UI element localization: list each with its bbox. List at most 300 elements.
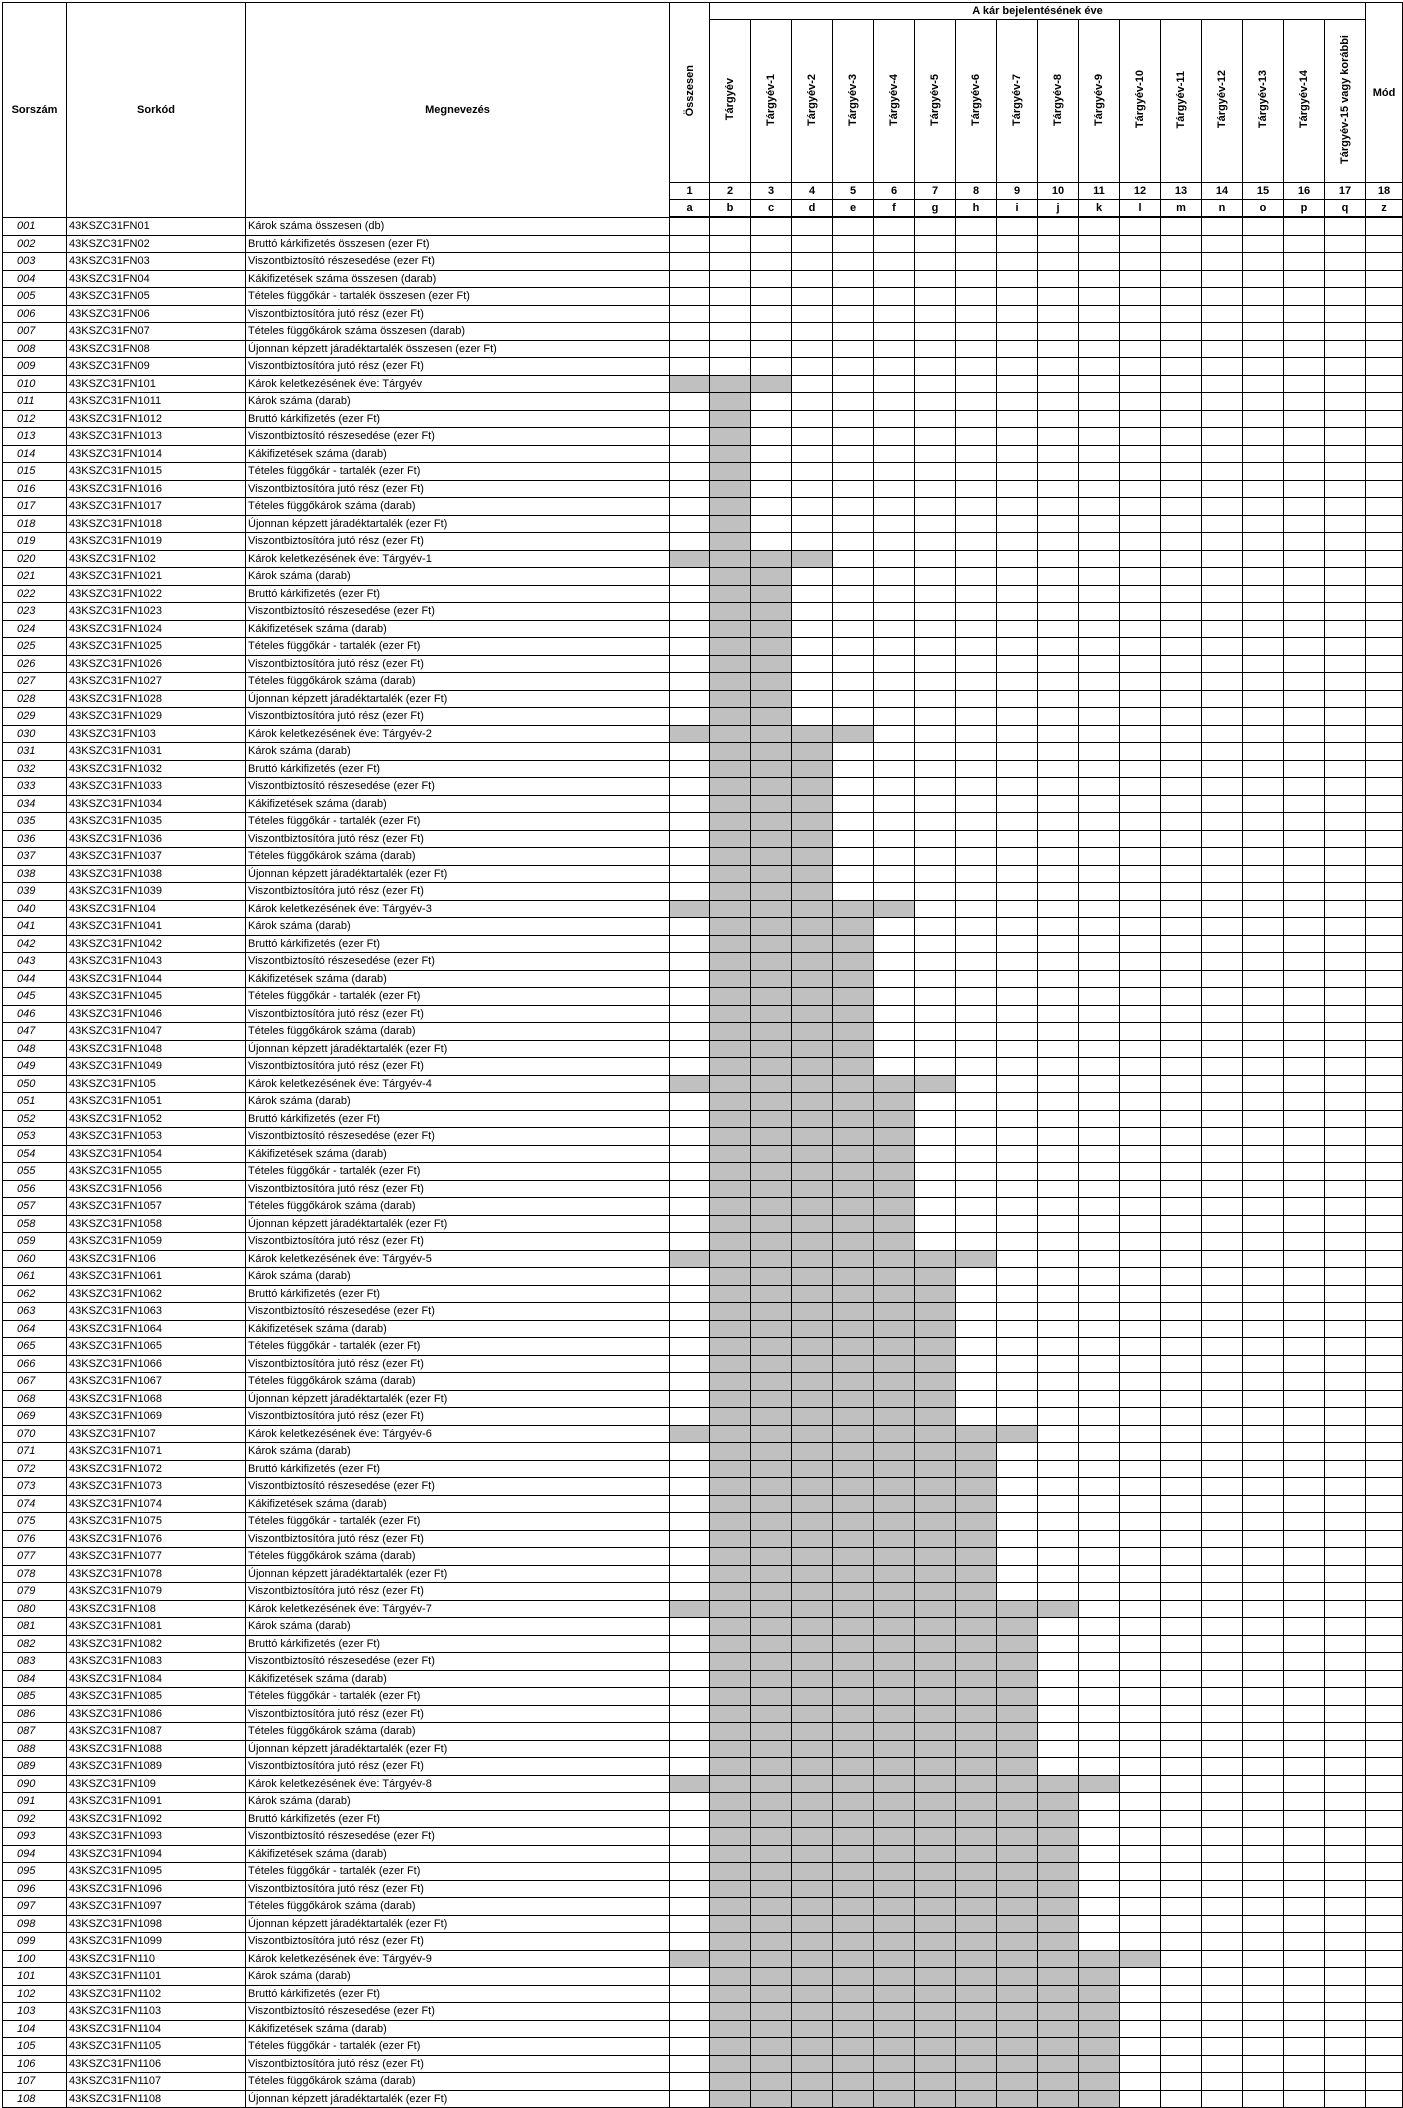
input-cell[interactable] [997, 1320, 1038, 1338]
input-cell[interactable] [670, 1810, 710, 1828]
input-cell[interactable] [1038, 935, 1079, 953]
input-cell[interactable] [874, 375, 915, 393]
input-cell[interactable] [833, 480, 874, 498]
input-cell[interactable] [1161, 970, 1202, 988]
input-cell[interactable] [1079, 865, 1120, 883]
input-cell[interactable] [1325, 1373, 1366, 1391]
input-cell[interactable] [1243, 1583, 1284, 1601]
input-cell[interactable] [751, 235, 792, 253]
input-cell[interactable] [1325, 778, 1366, 796]
input-cell[interactable] [1079, 1635, 1120, 1653]
input-cell[interactable] [997, 1355, 1038, 1373]
input-cell[interactable] [997, 1128, 1038, 1146]
input-cell[interactable] [1038, 1320, 1079, 1338]
input-cell[interactable] [997, 1390, 1038, 1408]
input-cell[interactable] [670, 1933, 710, 1951]
input-cell[interactable] [1079, 1530, 1120, 1548]
input-cell[interactable] [1038, 1268, 1079, 1286]
input-cell[interactable] [1038, 708, 1079, 726]
input-cell[interactable] [792, 217, 833, 235]
input-cell[interactable] [670, 515, 710, 533]
input-cell[interactable] [670, 428, 710, 446]
input-cell[interactable] [1079, 480, 1120, 498]
input-cell[interactable] [670, 1635, 710, 1653]
input-cell[interactable] [1284, 253, 1325, 271]
input-cell[interactable] [1325, 568, 1366, 586]
input-cell[interactable] [1161, 1408, 1202, 1426]
input-cell[interactable] [1243, 638, 1284, 656]
input-cell[interactable] [1366, 1688, 1403, 1706]
input-cell[interactable] [1120, 1040, 1161, 1058]
input-cell[interactable] [1038, 1530, 1079, 1548]
input-cell[interactable] [1120, 2020, 1161, 2038]
input-cell[interactable] [1284, 533, 1325, 551]
input-cell[interactable] [874, 708, 915, 726]
input-cell[interactable] [1284, 1408, 1325, 1426]
input-cell[interactable] [1120, 2073, 1161, 2091]
input-cell[interactable] [1120, 393, 1161, 411]
input-cell[interactable] [956, 1408, 997, 1426]
input-cell[interactable] [1325, 900, 1366, 918]
input-cell[interactable] [997, 445, 1038, 463]
input-cell[interactable] [1243, 1513, 1284, 1531]
input-cell[interactable] [1120, 1985, 1161, 2003]
input-cell[interactable] [1366, 655, 1403, 673]
input-cell[interactable] [1038, 1688, 1079, 1706]
input-cell[interactable] [1325, 1145, 1366, 1163]
input-cell[interactable] [1161, 1688, 1202, 1706]
input-cell[interactable] [1366, 1793, 1403, 1811]
input-cell[interactable] [915, 778, 956, 796]
input-cell[interactable] [1161, 1145, 1202, 1163]
input-cell[interactable] [1161, 217, 1202, 235]
input-cell[interactable] [915, 393, 956, 411]
input-cell[interactable] [1366, 848, 1403, 866]
input-cell[interactable] [1161, 1040, 1202, 1058]
input-cell[interactable] [1366, 1390, 1403, 1408]
input-cell[interactable] [1079, 1863, 1120, 1881]
input-cell[interactable] [670, 1863, 710, 1881]
input-cell[interactable] [997, 393, 1038, 411]
input-cell[interactable] [915, 550, 956, 568]
input-cell[interactable] [1284, 830, 1325, 848]
input-cell[interactable] [670, 1530, 710, 1548]
input-cell[interactable] [1202, 305, 1243, 323]
input-cell[interactable] [874, 673, 915, 691]
input-cell[interactable] [1038, 1303, 1079, 1321]
input-cell[interactable] [1366, 358, 1403, 376]
input-cell[interactable] [915, 305, 956, 323]
input-cell[interactable] [1120, 1775, 1161, 1793]
input-cell[interactable] [1366, 533, 1403, 551]
input-cell[interactable] [1161, 1373, 1202, 1391]
input-cell[interactable] [1284, 393, 1325, 411]
input-cell[interactable] [1120, 1740, 1161, 1758]
input-cell[interactable] [1161, 1933, 1202, 1951]
input-cell[interactable] [1079, 883, 1120, 901]
input-cell[interactable] [792, 655, 833, 673]
input-cell[interactable] [956, 1285, 997, 1303]
input-cell[interactable] [1366, 1933, 1403, 1951]
input-cell[interactable] [1161, 708, 1202, 726]
input-cell[interactable] [1120, 1390, 1161, 1408]
input-cell[interactable] [915, 463, 956, 481]
input-cell[interactable] [1161, 533, 1202, 551]
input-cell[interactable] [1079, 323, 1120, 341]
input-cell[interactable] [1079, 743, 1120, 761]
input-cell[interactable] [956, 358, 997, 376]
input-cell[interactable] [1366, 988, 1403, 1006]
input-cell[interactable] [1202, 655, 1243, 673]
input-cell[interactable] [874, 953, 915, 971]
input-cell[interactable] [915, 620, 956, 638]
input-cell[interactable] [1284, 410, 1325, 428]
input-cell[interactable] [1038, 375, 1079, 393]
input-cell[interactable] [1202, 515, 1243, 533]
input-cell[interactable] [1202, 1425, 1243, 1443]
input-cell[interactable] [1325, 1653, 1366, 1671]
input-cell[interactable] [1161, 1093, 1202, 1111]
input-cell[interactable] [956, 445, 997, 463]
input-cell[interactable] [1243, 1880, 1284, 1898]
input-cell[interactable] [1366, 953, 1403, 971]
input-cell[interactable] [1202, 270, 1243, 288]
input-cell[interactable] [1284, 323, 1325, 341]
input-cell[interactable] [1243, 217, 1284, 235]
input-cell[interactable] [997, 865, 1038, 883]
input-cell[interactable] [874, 830, 915, 848]
input-cell[interactable] [1161, 988, 1202, 1006]
input-cell[interactable] [1038, 1355, 1079, 1373]
input-cell[interactable] [1366, 830, 1403, 848]
input-cell[interactable] [997, 1075, 1038, 1093]
input-cell[interactable] [1325, 585, 1366, 603]
input-cell[interactable] [997, 1040, 1038, 1058]
input-cell[interactable] [1284, 1618, 1325, 1636]
input-cell[interactable] [1079, 603, 1120, 621]
input-cell[interactable] [1243, 690, 1284, 708]
input-cell[interactable] [670, 1740, 710, 1758]
input-cell[interactable] [1366, 760, 1403, 778]
input-cell[interactable] [915, 288, 956, 306]
input-cell[interactable] [1366, 1600, 1403, 1618]
input-cell[interactable] [1038, 253, 1079, 271]
input-cell[interactable] [1325, 848, 1366, 866]
input-cell[interactable] [1243, 778, 1284, 796]
input-cell[interactable] [670, 655, 710, 673]
input-cell[interactable] [997, 550, 1038, 568]
input-cell[interactable] [710, 235, 751, 253]
input-cell[interactable] [670, 1390, 710, 1408]
input-cell[interactable] [1079, 1198, 1120, 1216]
input-cell[interactable] [1038, 883, 1079, 901]
input-cell[interactable] [1366, 1530, 1403, 1548]
input-cell[interactable] [1243, 1530, 1284, 1548]
input-cell[interactable] [833, 463, 874, 481]
input-cell[interactable] [1243, 533, 1284, 551]
input-cell[interactable] [1079, 1565, 1120, 1583]
input-cell[interactable] [1202, 1408, 1243, 1426]
input-cell[interactable] [833, 655, 874, 673]
input-cell[interactable] [997, 1460, 1038, 1478]
input-cell[interactable] [1202, 1093, 1243, 1111]
input-cell[interactable] [1079, 428, 1120, 446]
input-cell[interactable] [1202, 1723, 1243, 1741]
input-cell[interactable] [1243, 393, 1284, 411]
input-cell[interactable] [1079, 410, 1120, 428]
input-cell[interactable] [956, 1355, 997, 1373]
input-cell[interactable] [997, 463, 1038, 481]
input-cell[interactable] [1038, 603, 1079, 621]
input-cell[interactable] [1161, 270, 1202, 288]
input-cell[interactable] [833, 585, 874, 603]
input-cell[interactable] [1161, 760, 1202, 778]
input-cell[interactable] [997, 1215, 1038, 1233]
input-cell[interactable] [874, 515, 915, 533]
input-cell[interactable] [1366, 1320, 1403, 1338]
input-cell[interactable] [1284, 935, 1325, 953]
input-cell[interactable] [1284, 1128, 1325, 1146]
input-cell[interactable] [1243, 2090, 1284, 2108]
input-cell[interactable] [1284, 620, 1325, 638]
input-cell[interactable] [1284, 953, 1325, 971]
input-cell[interactable] [1366, 725, 1403, 743]
input-cell[interactable] [1243, 1950, 1284, 1968]
input-cell[interactable] [997, 1023, 1038, 1041]
input-cell[interactable] [833, 323, 874, 341]
input-cell[interactable] [1366, 1478, 1403, 1496]
input-cell[interactable] [670, 1618, 710, 1636]
input-cell[interactable] [956, 1093, 997, 1111]
input-cell[interactable] [1243, 305, 1284, 323]
input-cell[interactable] [1120, 708, 1161, 726]
input-cell[interactable] [1243, 2038, 1284, 2056]
input-cell[interactable] [1079, 953, 1120, 971]
input-cell[interactable] [1325, 217, 1366, 235]
input-cell[interactable] [997, 1285, 1038, 1303]
input-cell[interactable] [670, 1478, 710, 1496]
input-cell[interactable] [1202, 1390, 1243, 1408]
input-cell[interactable] [1202, 568, 1243, 586]
input-cell[interactable] [874, 620, 915, 638]
input-cell[interactable] [1120, 690, 1161, 708]
input-cell[interactable] [1079, 1040, 1120, 1058]
input-cell[interactable] [1120, 1128, 1161, 1146]
input-cell[interactable] [997, 585, 1038, 603]
input-cell[interactable] [915, 813, 956, 831]
input-cell[interactable] [1284, 288, 1325, 306]
input-cell[interactable] [1079, 358, 1120, 376]
input-cell[interactable] [1325, 743, 1366, 761]
input-cell[interactable] [1366, 620, 1403, 638]
input-cell[interactable] [1284, 340, 1325, 358]
input-cell[interactable] [1202, 533, 1243, 551]
input-cell[interactable] [915, 900, 956, 918]
input-cell[interactable] [956, 638, 997, 656]
input-cell[interactable] [874, 323, 915, 341]
input-cell[interactable] [1120, 358, 1161, 376]
input-cell[interactable] [956, 1373, 997, 1391]
input-cell[interactable] [997, 1163, 1038, 1181]
input-cell[interactable] [1079, 1723, 1120, 1741]
input-cell[interactable] [1243, 1968, 1284, 1986]
input-cell[interactable] [915, 568, 956, 586]
input-cell[interactable] [956, 1075, 997, 1093]
input-cell[interactable] [1243, 358, 1284, 376]
input-cell[interactable] [1161, 883, 1202, 901]
input-cell[interactable] [1284, 1863, 1325, 1881]
input-cell[interactable] [1366, 253, 1403, 271]
input-cell[interactable] [1325, 533, 1366, 551]
input-cell[interactable] [956, 1233, 997, 1251]
input-cell[interactable] [874, 235, 915, 253]
input-cell[interactable] [1366, 1828, 1403, 1846]
input-cell[interactable] [1202, 1810, 1243, 1828]
input-cell[interactable] [1243, 550, 1284, 568]
input-cell[interactable] [956, 270, 997, 288]
input-cell[interactable] [1202, 1373, 1243, 1391]
input-cell[interactable] [1284, 1898, 1325, 1916]
input-cell[interactable] [1079, 253, 1120, 271]
input-cell[interactable] [874, 217, 915, 235]
input-cell[interactable] [1243, 1898, 1284, 1916]
input-cell[interactable] [1038, 1478, 1079, 1496]
input-cell[interactable] [997, 1058, 1038, 1076]
input-cell[interactable] [1202, 1740, 1243, 1758]
input-cell[interactable] [792, 463, 833, 481]
input-cell[interactable] [833, 410, 874, 428]
input-cell[interactable] [1243, 1040, 1284, 1058]
input-cell[interactable] [997, 1373, 1038, 1391]
input-cell[interactable] [874, 393, 915, 411]
input-cell[interactable] [1325, 673, 1366, 691]
input-cell[interactable] [1284, 690, 1325, 708]
input-cell[interactable] [1120, 1653, 1161, 1671]
input-cell[interactable] [997, 1338, 1038, 1356]
input-cell[interactable] [1079, 393, 1120, 411]
input-cell[interactable] [874, 550, 915, 568]
input-cell[interactable] [670, 1005, 710, 1023]
input-cell[interactable] [833, 235, 874, 253]
input-cell[interactable] [1284, 2055, 1325, 2073]
input-cell[interactable] [1284, 655, 1325, 673]
input-cell[interactable] [1202, 428, 1243, 446]
input-cell[interactable] [1243, 708, 1284, 726]
input-cell[interactable] [1161, 1565, 1202, 1583]
input-cell[interactable] [1038, 1548, 1079, 1566]
input-cell[interactable] [670, 690, 710, 708]
input-cell[interactable] [1038, 1093, 1079, 1111]
input-cell[interactable] [1038, 1180, 1079, 1198]
input-cell[interactable] [1120, 1583, 1161, 1601]
input-cell[interactable] [997, 603, 1038, 621]
input-cell[interactable] [1284, 1985, 1325, 2003]
input-cell[interactable] [1161, 2038, 1202, 2056]
input-cell[interactable] [792, 375, 833, 393]
input-cell[interactable] [1202, 1145, 1243, 1163]
input-cell[interactable] [1120, 253, 1161, 271]
input-cell[interactable] [1038, 1670, 1079, 1688]
input-cell[interactable] [1243, 375, 1284, 393]
input-cell[interactable] [1120, 1355, 1161, 1373]
input-cell[interactable] [1284, 1793, 1325, 1811]
input-cell[interactable] [1366, 970, 1403, 988]
input-cell[interactable] [1366, 673, 1403, 691]
input-cell[interactable] [833, 358, 874, 376]
input-cell[interactable] [1202, 1968, 1243, 1986]
input-cell[interactable] [915, 515, 956, 533]
input-cell[interactable] [1038, 445, 1079, 463]
input-cell[interactable] [710, 217, 751, 235]
input-cell[interactable] [1038, 953, 1079, 971]
input-cell[interactable] [1120, 1600, 1161, 1618]
input-cell[interactable] [1161, 1320, 1202, 1338]
input-cell[interactable] [670, 1285, 710, 1303]
input-cell[interactable] [997, 690, 1038, 708]
input-cell[interactable] [1366, 1250, 1403, 1268]
input-cell[interactable] [915, 795, 956, 813]
input-cell[interactable] [1161, 428, 1202, 446]
input-cell[interactable] [1079, 1268, 1120, 1286]
input-cell[interactable] [1366, 1023, 1403, 1041]
input-cell[interactable] [1161, 2055, 1202, 2073]
input-cell[interactable] [1120, 1863, 1161, 1881]
input-cell[interactable] [1202, 217, 1243, 235]
input-cell[interactable] [915, 673, 956, 691]
input-cell[interactable] [670, 1408, 710, 1426]
input-cell[interactable] [1079, 288, 1120, 306]
input-cell[interactable] [1243, 445, 1284, 463]
input-cell[interactable] [1366, 1775, 1403, 1793]
input-cell[interactable] [1284, 883, 1325, 901]
input-cell[interactable] [1325, 970, 1366, 988]
input-cell[interactable] [1366, 288, 1403, 306]
input-cell[interactable] [956, 585, 997, 603]
input-cell[interactable] [915, 970, 956, 988]
input-cell[interactable] [1366, 1635, 1403, 1653]
input-cell[interactable] [1243, 253, 1284, 271]
input-cell[interactable] [915, 428, 956, 446]
input-cell[interactable] [1202, 1653, 1243, 1671]
input-cell[interactable] [915, 953, 956, 971]
input-cell[interactable] [1161, 1460, 1202, 1478]
input-cell[interactable] [915, 445, 956, 463]
input-cell[interactable] [670, 2020, 710, 2038]
input-cell[interactable] [1038, 918, 1079, 936]
input-cell[interactable] [833, 253, 874, 271]
input-cell[interactable] [1325, 445, 1366, 463]
input-cell[interactable] [833, 883, 874, 901]
input-cell[interactable] [1325, 1338, 1366, 1356]
input-cell[interactable] [1038, 1005, 1079, 1023]
input-cell[interactable] [1038, 358, 1079, 376]
input-cell[interactable] [833, 743, 874, 761]
input-cell[interactable] [1366, 2003, 1403, 2021]
input-cell[interactable] [997, 1583, 1038, 1601]
input-cell[interactable] [1161, 1863, 1202, 1881]
input-cell[interactable] [1120, 1443, 1161, 1461]
input-cell[interactable] [710, 288, 751, 306]
input-cell[interactable] [833, 445, 874, 463]
input-cell[interactable] [997, 778, 1038, 796]
input-cell[interactable] [670, 1373, 710, 1391]
input-cell[interactable] [1202, 638, 1243, 656]
input-cell[interactable] [1038, 620, 1079, 638]
input-cell[interactable] [1120, 760, 1161, 778]
input-cell[interactable] [997, 217, 1038, 235]
input-cell[interactable] [1202, 445, 1243, 463]
input-cell[interactable] [751, 305, 792, 323]
